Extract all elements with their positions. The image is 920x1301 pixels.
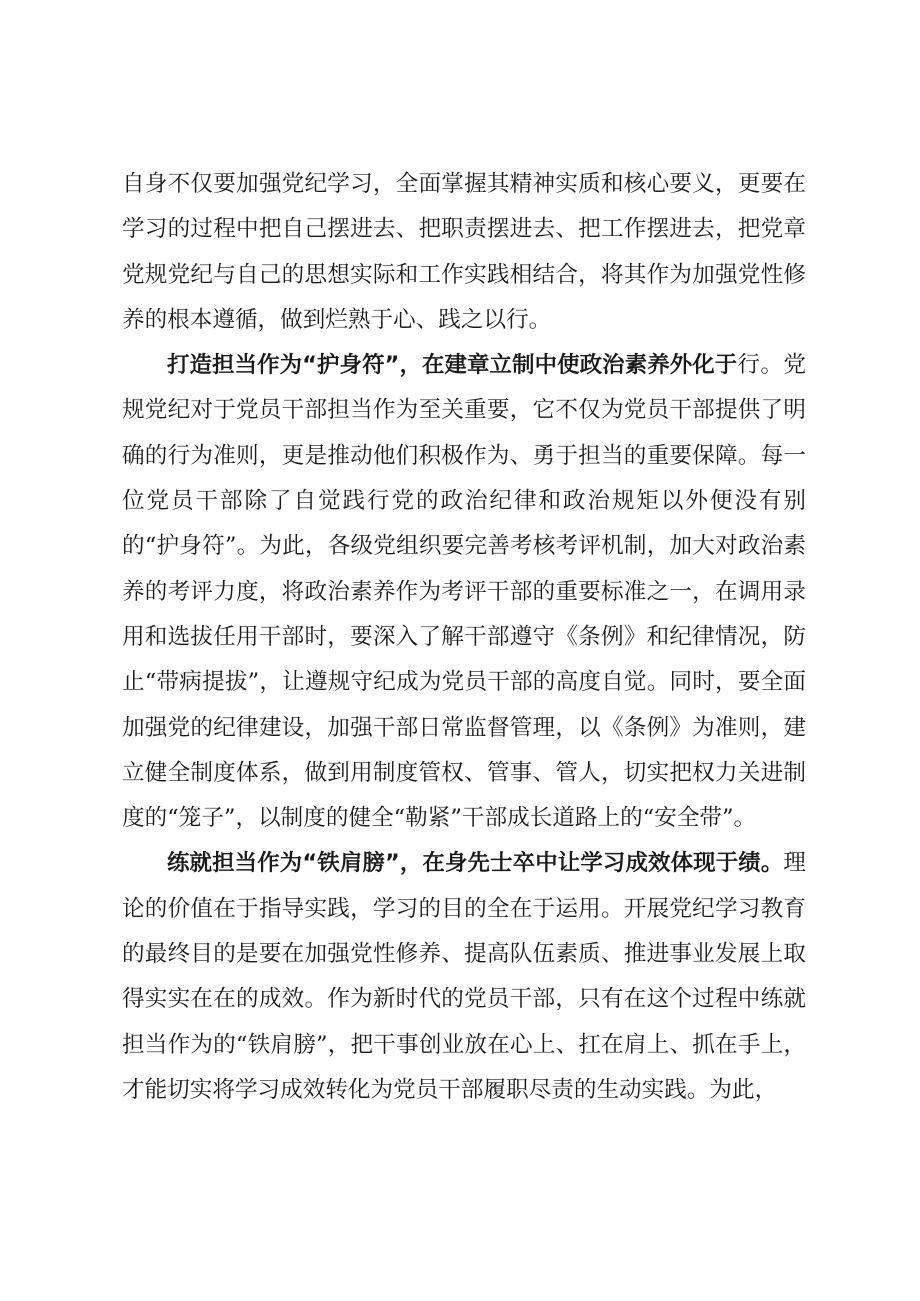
paragraph-2 <box>122 343 806 841</box>
paragraph-3-body: 理论的价值在于指导实践，学习的目的全在于运用。开展党纪学习教育的最终目的是要在加强党性修养、提高队伍素质、推进事业发展上取得实实在在的成效。作为新时代的党员干部，只有在这个过程中练就担当作为的“铁肩膀”，把干事创业放在心上、扛在肩上、抓在手上，才能切实将学习成效转化为党员干部履职尽责的生动实践。为此， <box>122 850 806 1103</box>
paragraph-2-body: 党规党纪对于党员干部担当作为至关重要，它不仅为党员干部提供了明确的行为准则，更是推动他们积极作为、勇于担当的重要保障。每一位党员干部除了自觉践行党的政治纪律和政治规矩以外便没有别的“护身符”。为此，各级党组织要完善考核考评机制，加大对政治素养的考评力度，将政治素养作为考评干部的重要标准之一，在调用录用和选拔任用干部时，要深入了解干部遵守《条例》和纪律情况，防止“带病提拔”，让遵规守纪成为党员干部的高度自觉。同时，要全面加强党的纪律建设，加强干部日常监督管理，以《条例》为准则，建立健全制度体系，做到用制度管权、管事、管人，切实把权力关进制度的“笼子”，以制度的健全“勒紧”干部成长道路上的“安全带”。 <box>122 352 806 832</box>
paragraph-3 <box>122 841 806 1113</box>
document-body <box>122 162 806 1113</box>
paragraph-1-body: 自身不仅要加强党纪学习，全面掌握其精神实质和核心要义，更要在学习的过程中把自己摆进去、把职责摆进去、把工作摆进去，把党章党规党纪与自己的思想实际和工作实践相结合，将其作为加强党性修养的根本遵循，做到烂熟于心、践之以行。 <box>122 171 806 333</box>
paragraph-3-heading: 练就担当作为“铁肩膀”，在身先士卒中让学习成效体现于绩。 <box>167 850 784 877</box>
paragraph-1 <box>122 162 806 343</box>
paragraph-2-heading-tail: 行。 <box>737 352 784 379</box>
paragraph-2-heading: 打造担当作为“护身符”，在建章立制中使政治素养外化于 <box>167 352 738 379</box>
